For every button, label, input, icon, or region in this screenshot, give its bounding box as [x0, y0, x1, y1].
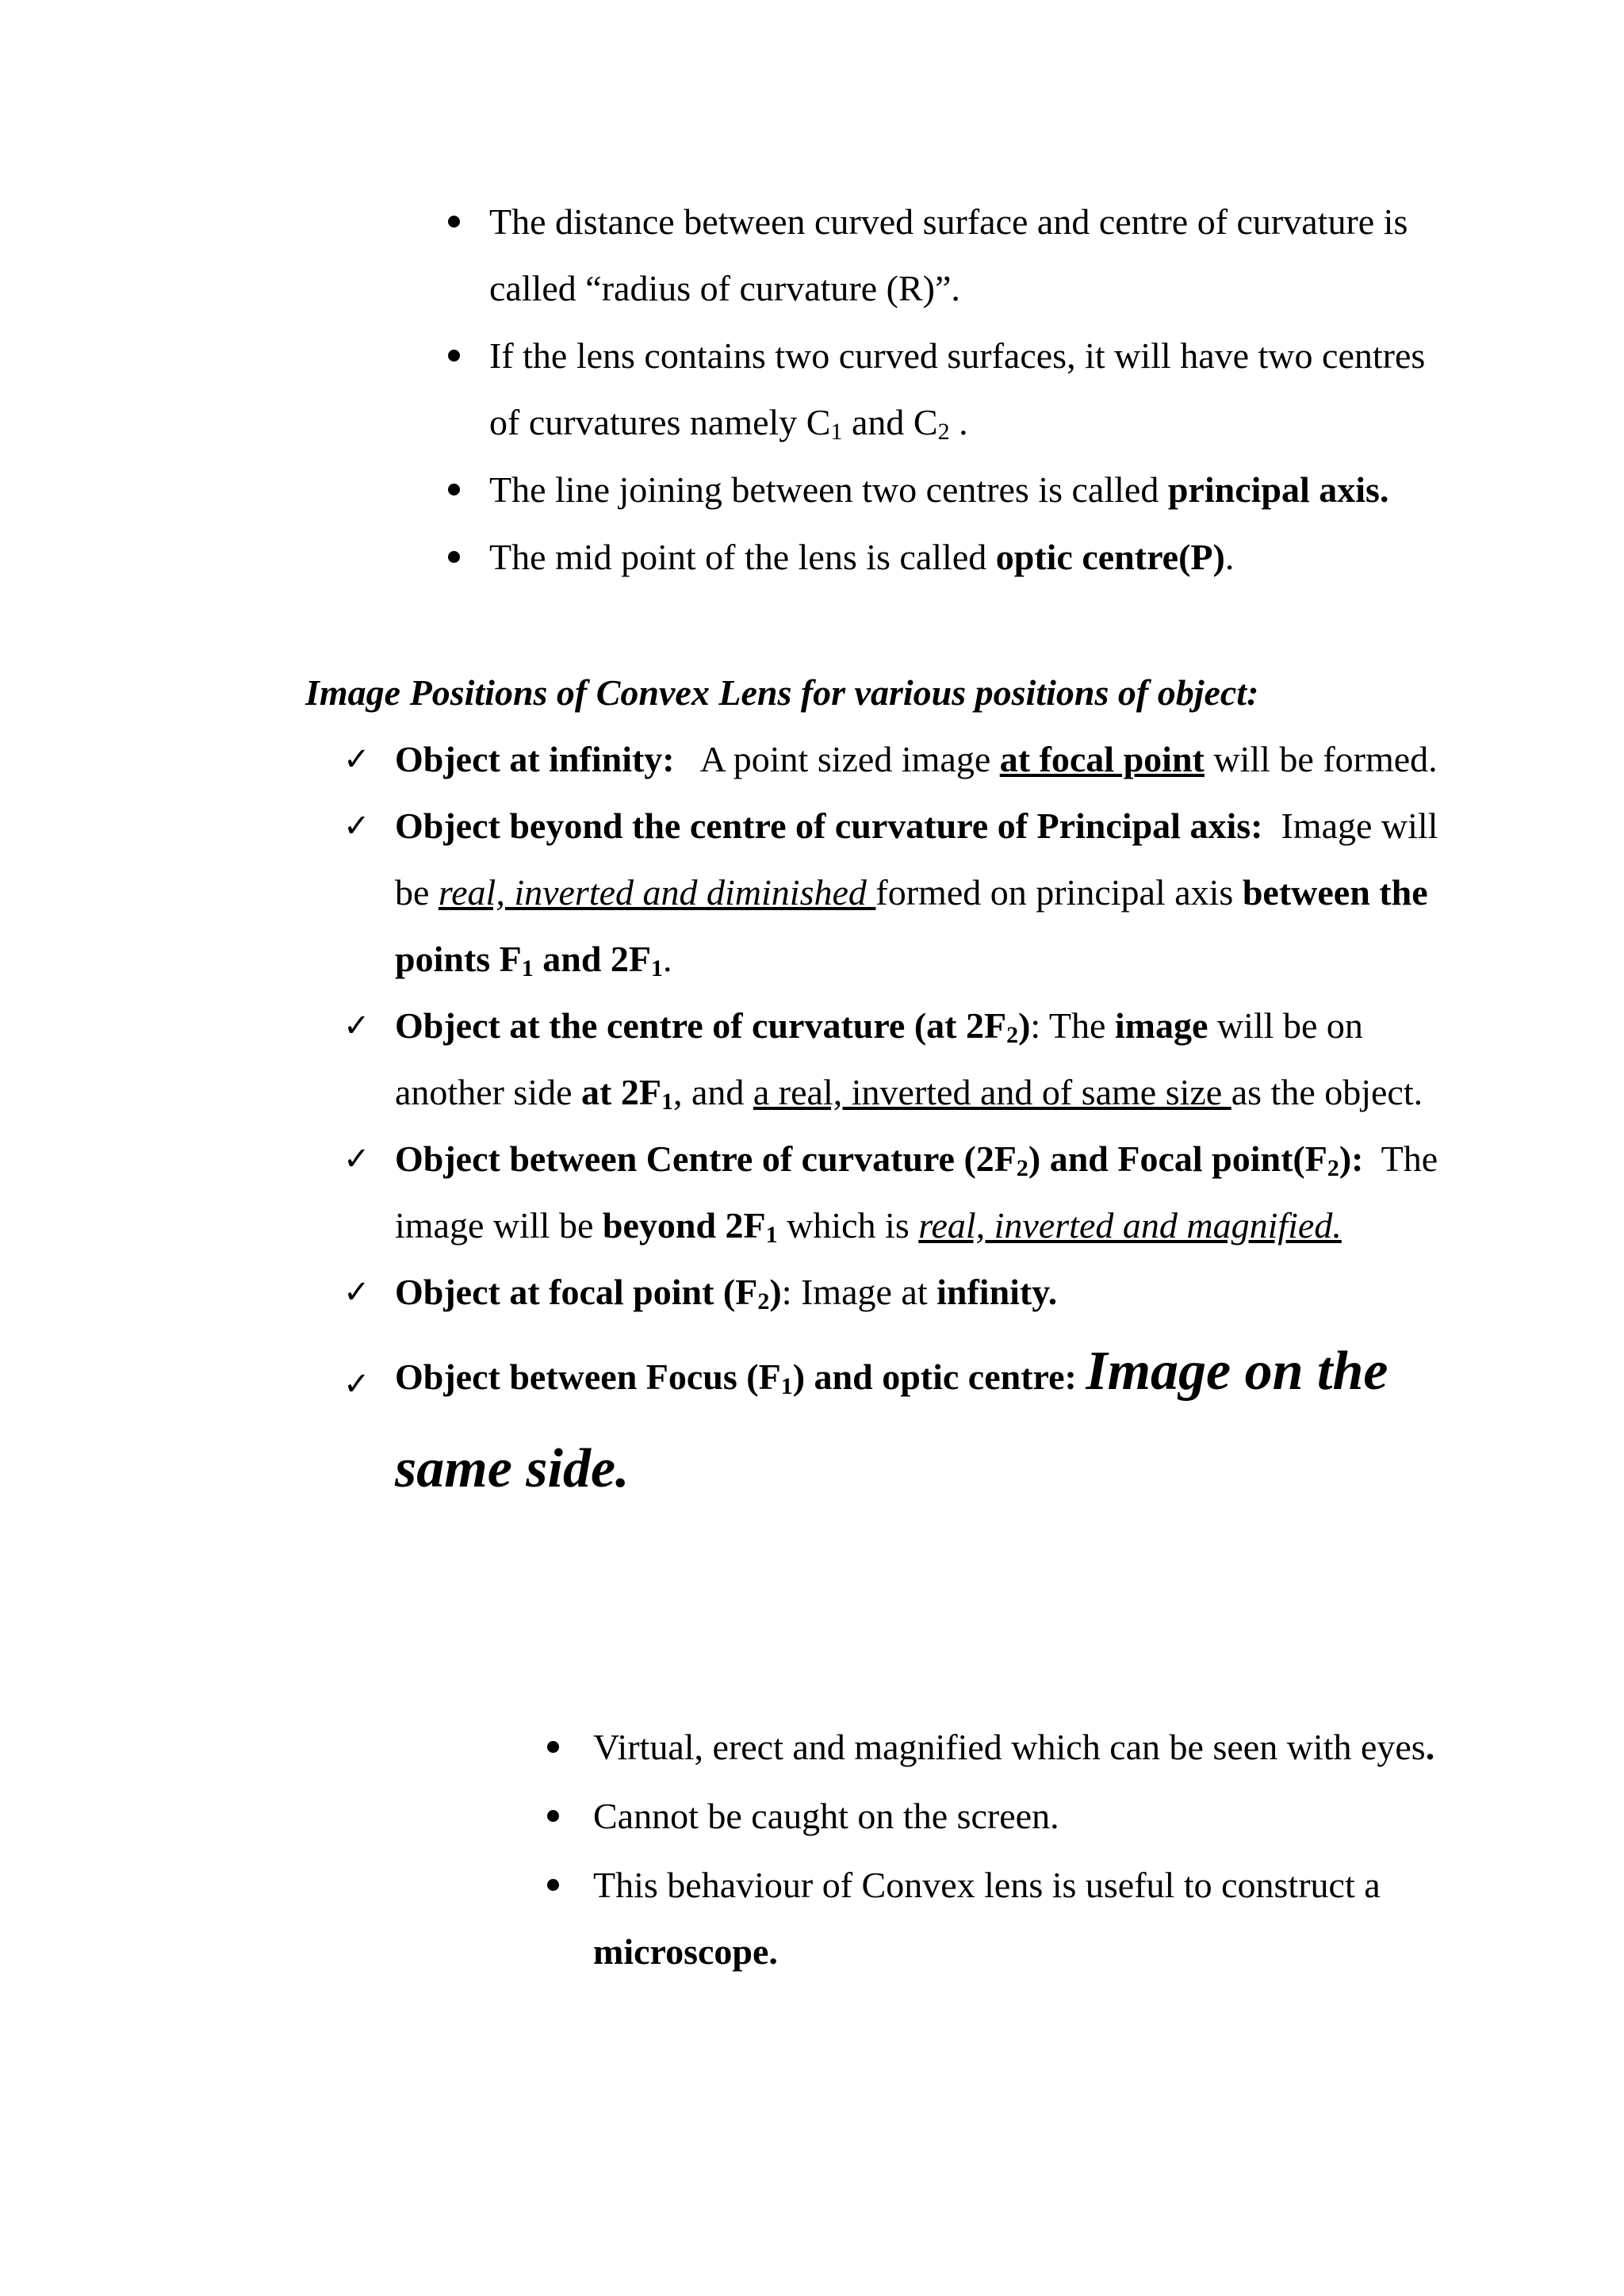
bold-term: beyond 2F: [602, 1205, 766, 1246]
bullet-text: .: [949, 402, 968, 442]
subscript: 1: [830, 419, 843, 445]
bullet-text: The line joining between two centres is called: [489, 469, 1168, 510]
list-item: [448, 189, 1447, 322]
item-text: .: [663, 939, 672, 979]
bold-term: ): [769, 1272, 782, 1312]
list-item: [343, 1259, 1454, 1326]
bold-term: ) and optic centre:: [792, 1357, 1086, 1397]
bold-term: ) and Focal point(F: [1028, 1138, 1327, 1179]
subscript: 1: [780, 1373, 793, 1399]
bullet-text: This behaviour of Convex lens is useful to construct a: [593, 1865, 1381, 1905]
subscript: 2: [1327, 1155, 1339, 1181]
bold-term: .: [1425, 1727, 1435, 1767]
bullet-icon: [448, 350, 460, 362]
bullet-text: Virtual, erect and magnified which can be seen with eyes: [593, 1727, 1426, 1767]
subscript: 1: [661, 1089, 673, 1115]
emphasis-text: real, inverted and magnified.: [918, 1205, 1342, 1246]
bold-term: Object at the centre of curvature (at 2F: [395, 1005, 1007, 1046]
subscript: 1: [521, 955, 534, 982]
bold-term: Object beyond the centre of curvature of Principal axis:: [395, 806, 1263, 846]
bullet-icon: [547, 1810, 559, 1822]
list-item: [547, 1852, 1459, 1985]
list-item: [448, 457, 1447, 523]
subscript: 2: [1006, 1022, 1019, 1048]
emphasis-text: a real, inverted and of same size: [753, 1072, 1231, 1112]
bullet-text: The mid point of the lens is called: [489, 537, 996, 577]
item-text: : The: [1030, 1005, 1115, 1046]
check-mark-icon: ✓: [343, 1274, 370, 1311]
check-mark-icon: ✓: [343, 1008, 370, 1044]
bold-term: and 2F: [533, 939, 652, 979]
subscript: 2: [1016, 1155, 1028, 1181]
subscript: 1: [651, 955, 664, 982]
item-text: as the object.: [1231, 1072, 1423, 1112]
item-text: : Image at: [781, 1272, 937, 1312]
bullet-text: Cannot be caught on the screen.: [593, 1796, 1059, 1836]
bold-term: Object between Centre of curvature (2F: [395, 1138, 1017, 1179]
bold-term: at 2F: [581, 1072, 661, 1112]
bold-term: image: [1114, 1005, 1208, 1046]
list-item: [448, 524, 1447, 591]
bold-term: between the points F: [395, 872, 1428, 979]
subscript: 1: [765, 1222, 778, 1248]
list-item: [343, 793, 1454, 993]
bold-term: principal axis.: [1167, 469, 1389, 510]
bold-term: Object at infinity:: [395, 739, 675, 779]
bold-term: Object between Focus (F: [395, 1357, 781, 1397]
item-text: A point sized image: [674, 739, 1000, 779]
list-item: [343, 1326, 1454, 1521]
virtual-image-properties-list: [547, 1714, 1459, 1988]
curvature-definitions-list: [448, 189, 1447, 591]
list-item: [448, 323, 1447, 456]
bullet-icon: [547, 1879, 559, 1891]
bullet-icon: [448, 216, 460, 228]
bold-term: at focal point: [999, 739, 1205, 779]
bold-term: optic centre(P): [995, 537, 1225, 577]
section-heading: Image Positions of Convex Lens for various positions of object:: [305, 672, 1259, 713]
list-item: [547, 1783, 1459, 1850]
bold-term: Object at focal point (F: [395, 1272, 758, 1312]
bold-term: ):: [1339, 1138, 1364, 1179]
item-text: Image will be: [395, 806, 1447, 913]
bullet-icon: [547, 1741, 559, 1753]
bullet-text: The distance between curved surface and centre of curvature is called “radius of curvature (R)”.: [489, 201, 1408, 308]
bullet-icon: [448, 551, 460, 563]
item-text: will be formed.: [1204, 739, 1438, 779]
bullet-text: and C: [842, 402, 938, 442]
item-text: formed on principal axis: [875, 872, 1243, 913]
item-text: will be on another side: [395, 1005, 1363, 1112]
list-item: [343, 1126, 1454, 1259]
bullet-text: If the lens contains two curved surfaces, it will have two centres of curvatures namely C: [489, 335, 1426, 442]
bold-term: ): [1018, 1005, 1031, 1046]
check-mark-icon: ✓: [343, 808, 370, 844]
bold-term: infinity.: [936, 1272, 1058, 1312]
check-mark-icon: ✓: [343, 741, 370, 778]
subscript: 2: [757, 1288, 770, 1314]
emphasis-text: Image on the same side.: [395, 1341, 1388, 1499]
emphasis-text: real, inverted and diminished: [438, 872, 876, 913]
list-item: [343, 993, 1454, 1126]
bullet-icon: [448, 484, 460, 496]
item-text: , and: [672, 1072, 753, 1112]
item-text: which is: [777, 1205, 919, 1246]
list-item: [547, 1714, 1459, 1781]
list-item: [343, 726, 1454, 793]
check-mark-icon: ✓: [343, 1141, 370, 1177]
bullet-text: .: [1224, 537, 1235, 577]
item-text: The image will be: [395, 1138, 1447, 1246]
check-mark-icon: ✓: [343, 1366, 370, 1402]
image-positions-list: [343, 726, 1454, 1521]
bold-term: microscope.: [593, 1931, 778, 1972]
subscript: 2: [937, 419, 950, 445]
